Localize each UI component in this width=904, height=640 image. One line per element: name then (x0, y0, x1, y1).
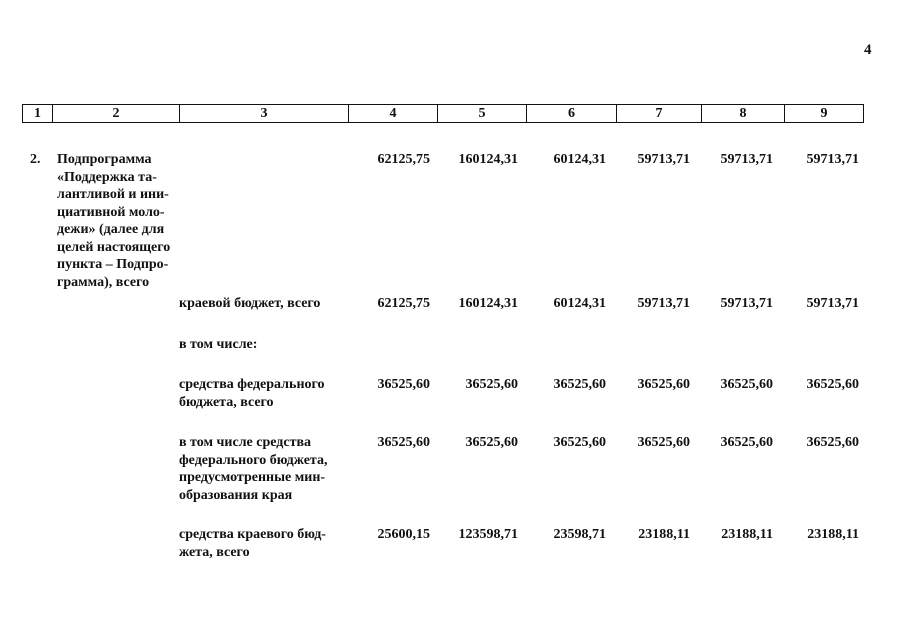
row-label-line: предусмотренные мин- (179, 470, 326, 485)
value-cell: 36525,60 (553, 377, 606, 392)
value-cell: 36525,60 (806, 377, 859, 392)
table-header (22, 104, 864, 123)
header-col-6: 6 (527, 105, 617, 123)
row-label-line: образования края (179, 487, 293, 503)
subprogram-title-line: грамма), всего (57, 274, 150, 290)
header-col-7: 7 (617, 105, 702, 123)
value-cell: 59713,71 (806, 152, 859, 167)
row-label-line: бюджета, всего (179, 394, 274, 410)
value-cell: 36525,60 (720, 377, 773, 392)
row-label-line: федерального бюджета, (179, 452, 328, 468)
value-cell: 36525,60 (637, 377, 690, 392)
header-col-5: 5 (438, 105, 527, 123)
value-cell: 60124,31 (553, 296, 606, 311)
value-cell: 36525,60 (720, 435, 773, 450)
row-label-line: средства краевого бюд- (179, 527, 326, 542)
value-cell: 36525,60 (553, 435, 606, 450)
subprogram-title-line: пункта – Подпро- (57, 257, 169, 272)
subprogram-title-line: дежи» (далее для (57, 222, 165, 237)
subprogram-title-line: лантливой и ини- (57, 187, 169, 202)
value-cell: 59713,71 (806, 296, 859, 311)
value-cell: 59713,71 (720, 296, 773, 311)
row-label-line: в том числе: (179, 337, 258, 352)
value-cell: 23598,71 (553, 527, 606, 542)
value-cell: 62125,75 (377, 296, 430, 311)
header-col-9: 9 (785, 105, 864, 123)
value-cell: 25600,15 (377, 527, 430, 542)
row-label (179, 295, 340, 313)
value-cell: 36525,60 (465, 377, 518, 392)
value-cell: 23188,11 (807, 527, 859, 542)
value-cell: 36525,60 (637, 435, 690, 450)
header-col-3: 3 (180, 105, 349, 123)
page-number: 4 (864, 42, 872, 58)
value-cell: 36525,60 (377, 435, 430, 450)
value-cell: 36525,60 (377, 377, 430, 392)
header-col-2: 2 (53, 105, 180, 123)
value-cell: 123598,71 (458, 527, 518, 542)
subprogram-title (57, 151, 174, 291)
value-cell: 36525,60 (465, 435, 518, 450)
header-col-1: 1 (23, 105, 53, 123)
header-col-4: 4 (349, 105, 438, 123)
value-cell: 59713,71 (720, 152, 773, 167)
header-col-8: 8 (702, 105, 785, 123)
value-cell: 59713,71 (637, 296, 690, 311)
row-label-line: в том числе средства (179, 435, 312, 450)
row-label-line: жета, всего (179, 544, 250, 560)
row-number: 2. (30, 152, 41, 167)
subprogram-title-line: циативной моло- (57, 204, 165, 220)
value-cell: 160124,31 (458, 152, 518, 167)
value-cell: 23188,11 (638, 527, 690, 542)
value-cell: 60124,31 (553, 152, 606, 167)
value-cell: 160124,31 (458, 296, 518, 311)
row-label-line: средства федерального (179, 377, 325, 392)
value-cell: 36525,60 (806, 435, 859, 450)
subprogram-title-line: «Поддержка та- (57, 169, 157, 185)
row-label (179, 336, 340, 354)
subprogram-title-line: целей настоящего (57, 239, 171, 255)
value-cell: 59713,71 (637, 152, 690, 167)
row-label (179, 376, 340, 411)
row-label (179, 434, 340, 504)
value-cell: 23188,11 (721, 527, 773, 542)
row-label (179, 526, 340, 561)
value-cell: 62125,75 (377, 152, 430, 167)
subprogram-title-line: Подпрограмма (57, 152, 152, 167)
row-label-line: краевой бюджет, всего (179, 296, 321, 311)
